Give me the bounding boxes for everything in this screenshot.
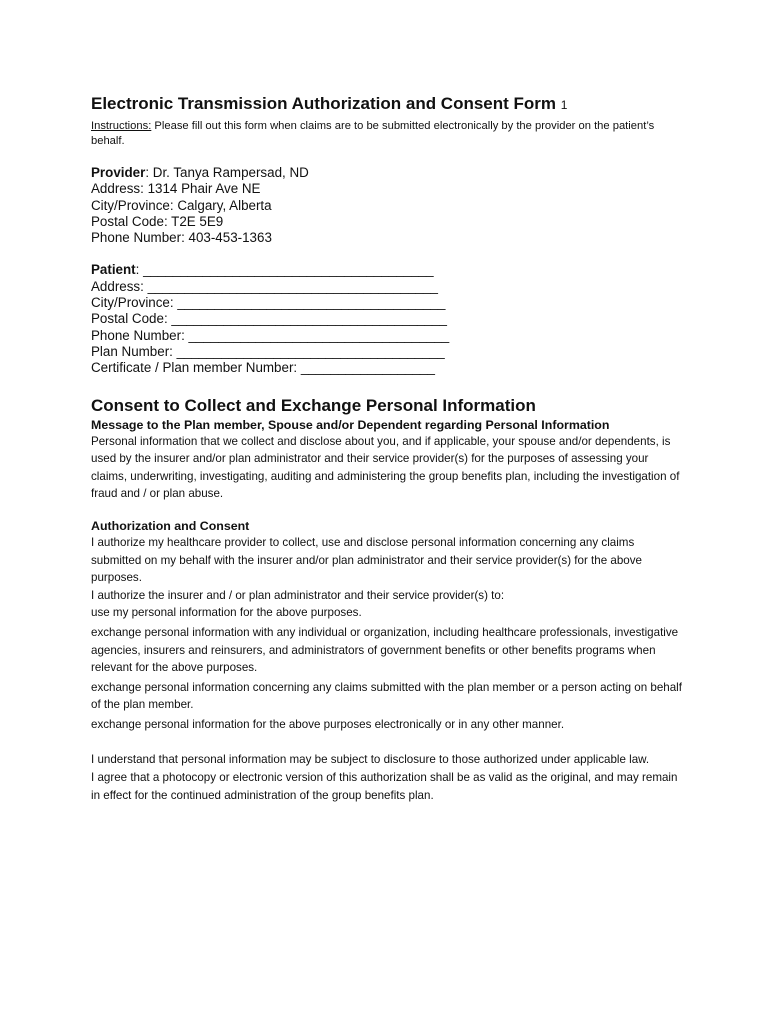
form-title-text: Electronic Transmission Authorization and Consent Form [91,94,557,113]
authorization-paragraph-2: I authorize the insurer and / or plan administrator and their service provider(s) to: [91,588,505,602]
authorization-item-exchange-electronic: exchange personal information for the above purposes electronically or in any other manner. [91,717,565,731]
provider-phone: Phone Number: 403-453-1363 [91,230,272,246]
instructions-text: Please fill out this form when claims are to be submitted electronically by the provider on the patient’s behalf. [91,120,655,147]
patient-name-field[interactable]: : _______________________________________ [135,262,434,278]
provider-postal: Postal Code: T2E 5E9 [91,213,224,229]
provider-city: City/Province: Calgary, Alberta [91,197,272,213]
form-title-footnote: 1 [560,98,568,112]
patient-postal-field[interactable]: Postal Code: _____________________________________ [91,311,447,327]
authorization-heading: Authorization and Consent [91,518,250,533]
instructions [91,119,686,149]
authorization-section [91,534,686,804]
form-title [91,94,686,115]
patient-block [91,262,686,376]
patient-phone-field[interactable]: Phone Number: ___________________________________ [91,327,450,343]
provider-label: Provider [91,165,146,180]
authorization-item-exchange-organizations: exchange personal information with any individual or organization, including healthcare professionals, investigative agencies, insurers and reinsurers, and administrators of government benefits or other benefits programs when relevant for the above purposes. [91,625,679,675]
instructions-label: Instructions: [91,120,152,132]
message-body: Personal information that we collect and disclose about you, and if applicable, your spouse and/or dependents, is used by the insurer and/or plan administrator and their service provider(s) for the purposes of assessing your claims, underwriting, investigating, auditing and administering the group benefits plan, including the investigation of fraud and / or plan abuse. [91,434,680,501]
message-heading: Message to the Plan member, Spouse and/or Dependent regarding Personal Information [91,417,610,432]
agree-statement: I agree that a photocopy or electronic version of this authorization shall be as valid as the original, and may remain in effect for the continued administration of the group benefits plan. [91,771,678,802]
provider-block [91,165,686,246]
patient-label: Patient [91,262,136,278]
authorization-item-exchange-claims: exchange personal information concerning any claims submitted with the plan member or a person acting on behalf of the plan member. [91,680,682,712]
patient-name-line[interactable] [91,262,686,278]
authorization-item-use: use my personal information for the above purposes. [91,606,362,620]
provider-name-line [91,165,686,181]
patient-certificate-field[interactable]: Certificate / Plan member Number: __________________ [91,360,435,376]
authorization-paragraph-1: I authorize my healthcare provider to collect, use and disclose personal information concerning any claims submitted on my behalf with the insurer and/or plan administrator and their service provider(s) for the above purposes. [91,535,642,585]
patient-address-field[interactable]: Address: _______________________________________ [91,278,439,294]
provider-address: Address: 1314 Phair Ave NE [91,181,261,197]
message-section [91,433,686,503]
patient-plan-field[interactable]: Plan Number: ____________________________________ [91,343,445,359]
understand-statement: I understand that personal information may be subject to disclosure to those authorized under applicable law. [91,753,650,767]
document-page [91,94,686,804]
patient-city-field[interactable]: City/Province: ____________________________________ [91,295,446,311]
consent-heading: Consent to Collect and Exchange Personal Information [91,395,536,415]
provider-name: : Dr. Tanya Rampersad, ND [145,165,309,180]
